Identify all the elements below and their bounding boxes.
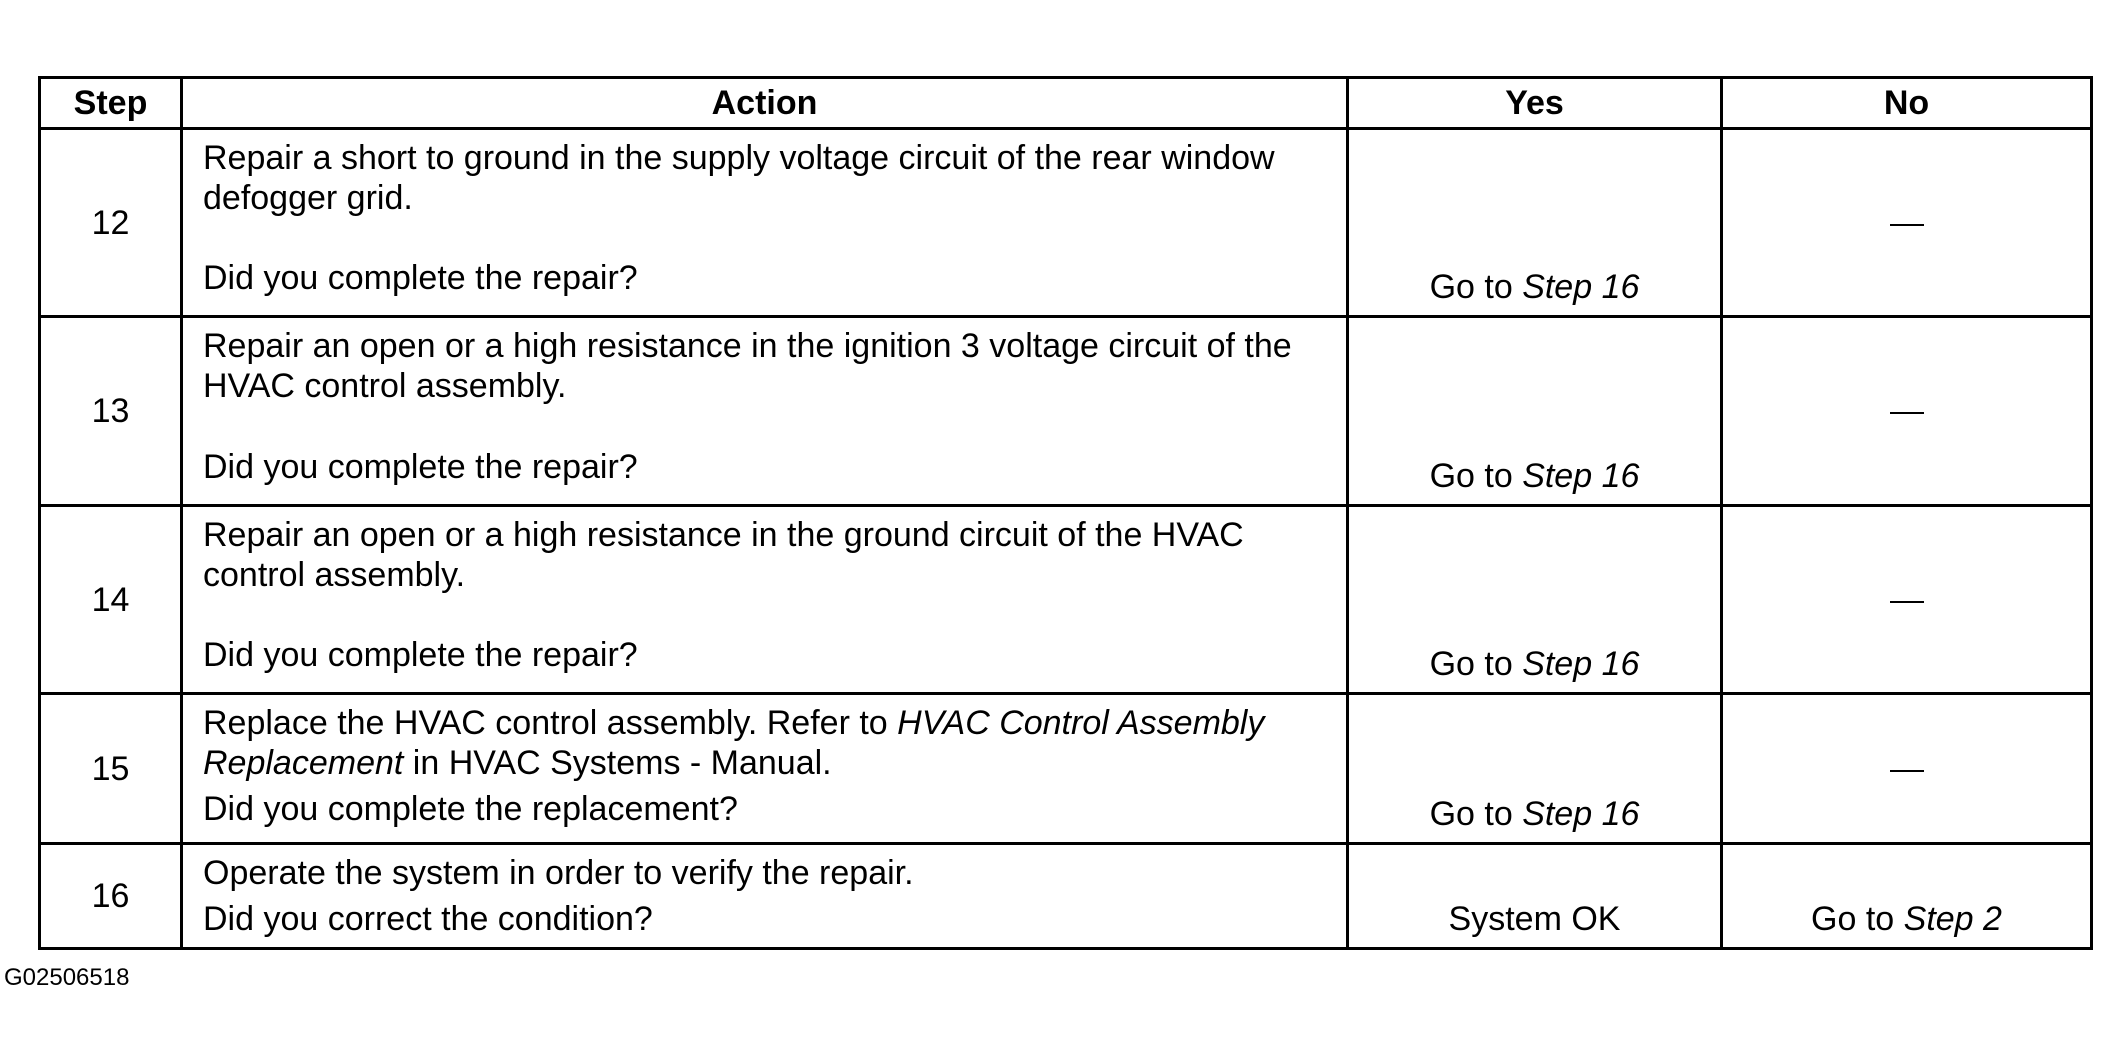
header-step: Step	[40, 78, 182, 129]
action-text	[203, 853, 1332, 899]
diagnostic-table-container	[38, 76, 2090, 950]
diagnostic-table	[38, 76, 2093, 950]
header-action: Action	[182, 78, 1348, 129]
yes-cell	[1348, 506, 1722, 694]
no-cell	[1722, 129, 2092, 317]
table-row	[40, 844, 2092, 949]
action-text	[203, 703, 1332, 789]
figure-id: G02506518	[4, 964, 130, 991]
action-text	[203, 326, 1332, 447]
action-question: Did you complete the repair?	[203, 448, 638, 486]
action-text-part: Replace the HVAC control assembly. Refer to	[203, 704, 898, 742]
action-text-part: in HVAC Systems - Manual.	[403, 744, 832, 782]
table-row	[40, 129, 2092, 317]
action-question: Did you correct the condition?	[203, 900, 653, 938]
yes-cell	[1348, 129, 1722, 317]
yes-cell	[1348, 694, 1722, 844]
yes-step-link: Step 16	[1522, 457, 1640, 495]
action-question: Did you complete the repair?	[203, 636, 638, 674]
no-dash	[1890, 412, 1924, 414]
no-cell	[1722, 506, 2092, 694]
no-step-link: Step 2	[1903, 900, 2002, 938]
action-text	[203, 138, 1332, 258]
action-text-part: Operate the system in order to verify the repair.	[203, 854, 914, 892]
action-question: Did you complete the replacement?	[203, 790, 738, 828]
action-cell	[182, 844, 1348, 949]
table-row	[40, 506, 2092, 694]
no-cell	[1722, 317, 2092, 506]
table-row	[40, 694, 2092, 844]
no-cell	[1722, 694, 2092, 844]
no-cell	[1722, 844, 2092, 949]
step-number: 16	[40, 844, 182, 949]
action-cell	[182, 317, 1348, 506]
action-text	[203, 515, 1332, 635]
no-dash	[1890, 601, 1924, 603]
action-cell	[182, 506, 1348, 694]
action-cell	[182, 129, 1348, 317]
yes-step-link: Step 16	[1522, 795, 1640, 833]
action-text-part: Repair an open or a high resistance in the ground circuit of the HVAC control assembly.	[203, 516, 1244, 594]
action-question: Did you complete the repair?	[203, 259, 638, 297]
step-number: 15	[40, 694, 182, 844]
yes-prefix: Go to	[1429, 268, 1523, 306]
header-no: No	[1722, 78, 2092, 129]
yes-cell	[1348, 317, 1722, 506]
action-text-part: Repair a short to ground in the supply voltage circuit of the rear window defogger grid.	[203, 139, 1275, 217]
action-text-reference: HVAC Control Assembly Replacement	[203, 704, 1265, 782]
yes-prefix: Go to	[1429, 645, 1523, 683]
yes-step-link: Step 16	[1522, 645, 1640, 683]
table-row	[40, 317, 2092, 506]
action-cell	[182, 694, 1348, 844]
header-yes: Yes	[1348, 78, 1722, 129]
table-header-row	[40, 78, 2092, 129]
no-dash	[1890, 770, 1924, 772]
action-text-part: Repair an open or a high resistance in the ignition 3 voltage circuit of the HVAC control assembly.	[203, 327, 1292, 405]
yes-cell	[1348, 844, 1722, 949]
yes-step-link: Step 16	[1522, 268, 1640, 306]
yes-prefix: Go to	[1429, 795, 1523, 833]
yes-prefix: Go to	[1429, 457, 1523, 495]
step-number: 12	[40, 129, 182, 317]
step-number: 14	[40, 506, 182, 694]
step-number: 13	[40, 317, 182, 506]
no-prefix: Go to	[1811, 900, 1904, 938]
yes-result: System OK	[1448, 900, 1621, 938]
no-dash	[1890, 224, 1924, 226]
